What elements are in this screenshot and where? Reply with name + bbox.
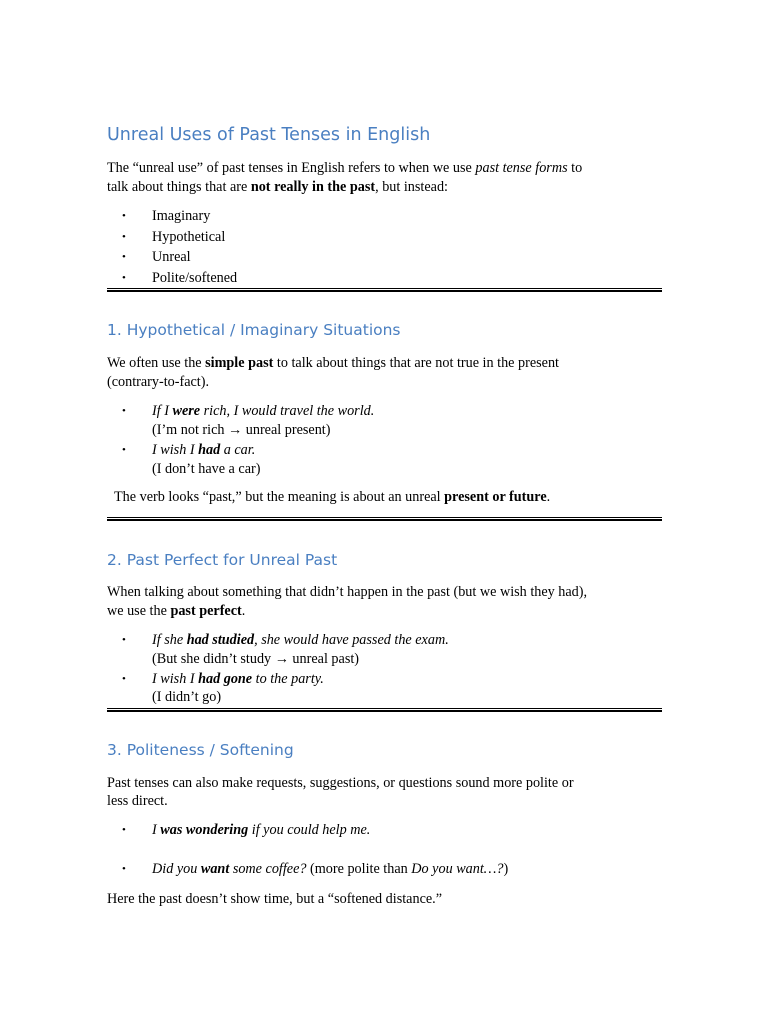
bullet-icon: • (122, 673, 126, 685)
section-3-paragraph-line-1: Past tenses can also make requests, suggestions, or questions sound more polite or (107, 775, 574, 791)
section-3-conclusion: Here the past doesn’t show time, but a “softened distance.” (107, 891, 443, 907)
bullet-icon: • (122, 405, 126, 417)
bullet-icon: • (122, 251, 126, 263)
page-title: Unreal Uses of Past Tenses in English (107, 125, 431, 145)
bullet-icon: • (122, 824, 126, 836)
section-3-paragraph-line-2: less direct. (107, 793, 168, 809)
section-divider (107, 517, 662, 521)
section-divider (107, 288, 662, 292)
section-3-heading: 3. Politeness / Softening (107, 741, 294, 759)
section-2-paragraph-line-1: When talking about something that didn’t happen in the past (but we wish they had), (107, 584, 588, 600)
section-2-heading: 2. Past Perfect for Unreal Past (107, 551, 338, 569)
section-1-conclusion: The verb looks “past,” but the meaning is about an unreal present or future. (114, 489, 551, 505)
section-2-paragraph-line-2: we use the past perfect. (107, 603, 246, 619)
bullet-icon: • (122, 863, 126, 875)
section-1-paragraph-line-2: (contrary-to-fact). (107, 374, 210, 390)
bullet-icon: • (122, 634, 126, 646)
section-divider (107, 708, 662, 712)
bullet-icon: • (122, 272, 126, 284)
section-1-paragraph-line-1: We often use the simple past to talk about things that are not true in the present (107, 355, 559, 371)
intro-line-2: talk about things that are not really in the past, but instead: (107, 179, 448, 195)
bullet-icon: • (122, 231, 126, 243)
bullet-icon: • (122, 444, 126, 456)
bullet-icon: • (122, 210, 126, 222)
section-1-heading: 1. Hypothetical / Imaginary Situations (107, 321, 401, 339)
intro-line-1: The “unreal use” of past tenses in English refers to when we use past tense forms to (107, 160, 583, 176)
